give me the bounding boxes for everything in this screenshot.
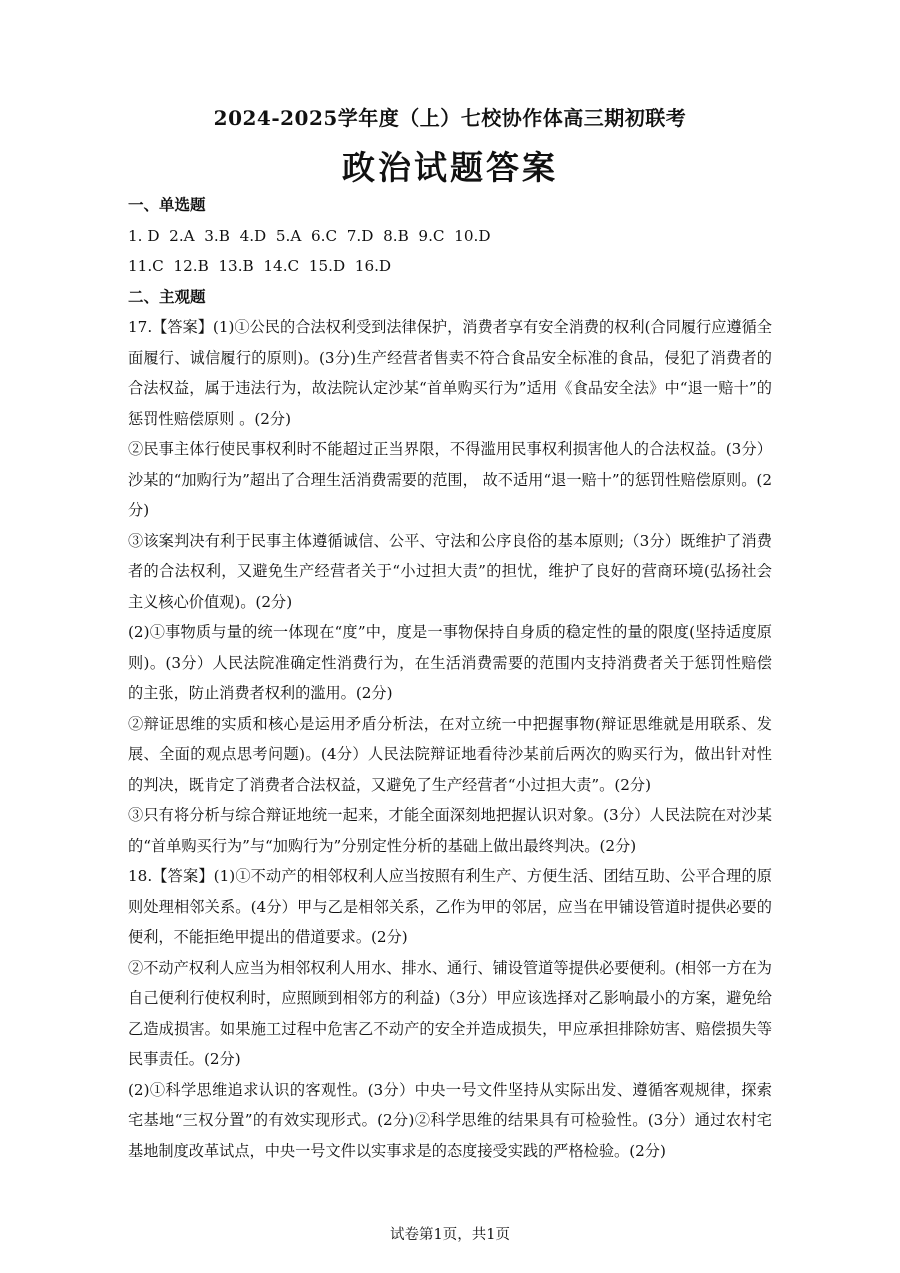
section-heading-single-choice: 一、单选题 bbox=[128, 195, 206, 214]
answer-paragraph-17-1-1: 17.【答案】(1)①公民的合法权利受到法律保护，消费者享有安全消费的权利(合同履行应遵循全面履行、诚信履行的原则)。(3分)生产经营者售卖不符合食品安全标准的食品，侵犯了消费者的合法权益，属于违法行为，故法院认定沙某“首单购买行为”适用《食品安全法》中“退一赔十”的惩罚性赔偿原则 。(2分) bbox=[128, 318, 772, 428]
answer-paragraph-17-1-2: ②民事主体行使民事权利时不能超过正当界限，不得滥用民事权利损害他人的合法权益。(3分）沙某的“加购行为”超出了合理生活消费需要的范围， 故不适用“退一赔十”的惩罚性赔偿原则。(2分) bbox=[128, 440, 772, 519]
answer-paragraph-18-2: (2)①科学思维追求认识的客观性。(3分）中央一号文件坚持从实际出发、遵循客观规律，探索宅基地“三权分置”的有效实现形式。(2分)②科学思维的结果具有可检验性。(3分）通过农村宅基地制度改革试点，中央一号文件以实事求是的态度接受实践的严格检验。(2分) bbox=[128, 1080, 772, 1160]
page-title: 政治试题答案 bbox=[342, 148, 558, 187]
answer-paragraph-17-2-3: ③只有将分析与综合辩证地统一起来，才能全面深刻地把握认识对象。(3分）人民法院在对沙某的“首单购买行为”与“加购行为”分别定性分析的基础上做出最终判决。(2分) bbox=[128, 806, 772, 855]
answer-body bbox=[128, 190, 772, 1166]
answer-paragraph-18-1-2: ②不动产权利人应当为相邻权利人用水、排水、通行、铺设管道等提供必要便利。(相邻一方在为自己便利行使权利时，应照顾到相邻方的利益)（3分）甲应该选择对乙影响最小的方案，避免给乙造成损害。如果施工过程中危害乙不动产的安全并造成损失，甲应承担排除妨害、赔偿损失等民事责任。(2分) bbox=[128, 958, 772, 1068]
choice-answers-line-1: 1. D 2.A 3.B 4.D 5.A 6.C 7.D 8.B 9.C 10.D bbox=[128, 226, 491, 245]
answer-paragraph-17-2-1: (2)①事物质与量的统一体现在“度”中，度是一事物保持自身质的稳定性的量的限度(坚持适度原则)。(3分）人民法院准确定性消费行为，在生活消费需要的范围内支持消费者关于惩罚性赔偿的主张，防止消费者权利的滥用。(2分) bbox=[128, 623, 772, 702]
exam-subtitle: 2024-2025学年度（上）七校协作体高三期初联考 bbox=[213, 106, 687, 130]
choice-answers-line-2: 11.C 12.B 13.B 14.C 15.D 16.D bbox=[128, 257, 392, 275]
answer-paragraph-17-2-2: ②辩证思维的实质和核心是运用矛盾分析法，在对立统一中把握事物(辩证思维就是用联系、发展、全面的观点思考问题)。(4分）人民法院辩证地看待沙某前后两次的购买行为，做出针对性的判决，既肯定了消费者合法权益，又避免了生产经营者“小过担大责”。(2分) bbox=[128, 714, 772, 794]
answer-paragraph-18-1-1: 18.【答案】(1)①不动产的相邻权利人应当按照有利生产、方便生活、团结互助、公平合理的原则处理相邻关系。(4分）甲与乙是相邻关系，乙作为甲的邻居，应当在甲铺设管道时提供必要的便利，不能拒绝甲提出的借道要求。(2分) bbox=[128, 867, 772, 946]
page-footer: 试卷第1页，共1页 bbox=[390, 1227, 510, 1243]
answer-paragraph-17-1-3: ③该案判决有利于民事主体遵循诚信、公平、守法和公序良俗的基本原则;（3分）既维护了消费者的合法权利，又避免生产经营者关于“小过担大责”的担忧，维护了良好的营商环境(弘扬社会主义核心价值观)。(2分) bbox=[128, 531, 772, 611]
section-heading-subjective: 二、主观题 bbox=[128, 286, 206, 306]
